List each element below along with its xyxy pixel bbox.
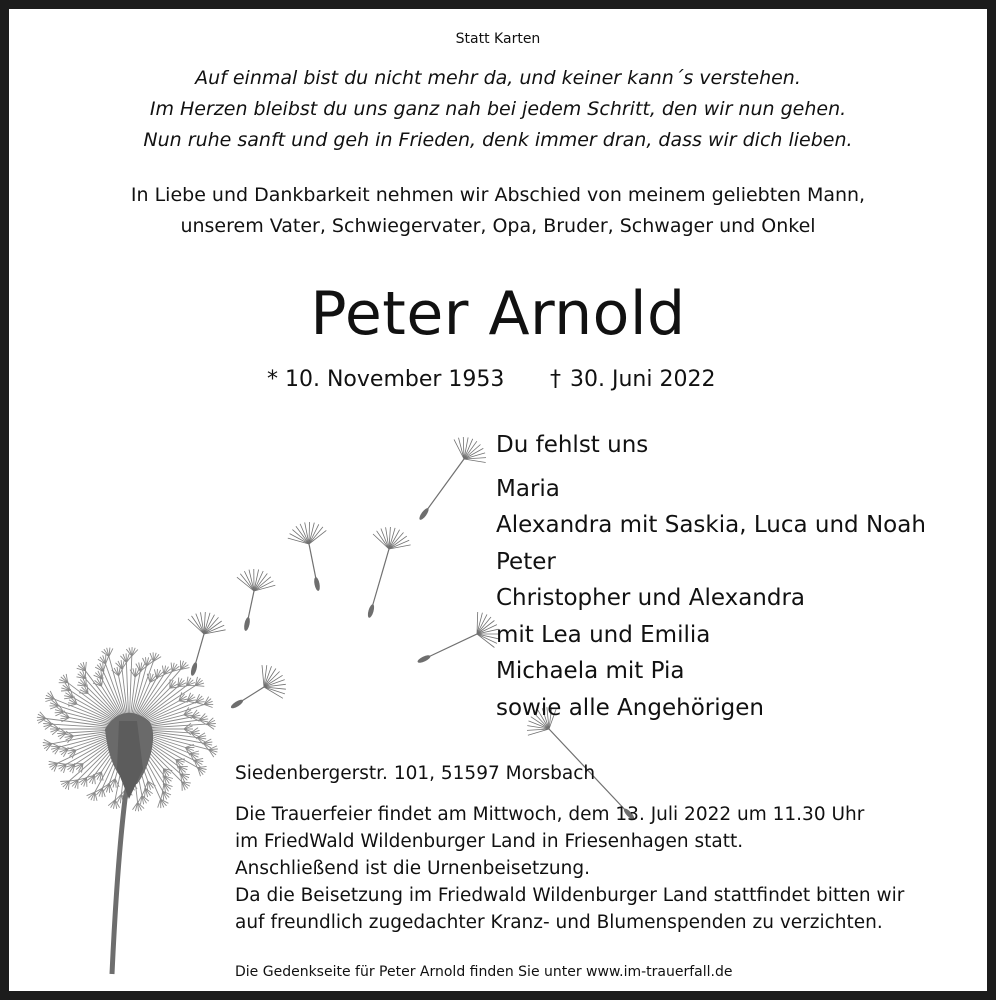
poem-line: Auf einmal bist du nicht mehr da, und keiner kann´s verstehen. <box>195 67 801 89</box>
address: Siedenbergerstr. 101, 51597 Morsbach <box>235 763 596 784</box>
intro-line: In Liebe und Dankbarkeit nehmen wir Abschied von meinem geliebten Mann, <box>130 184 866 206</box>
poem-line: Im Herzen bleibst du uns ganz nah bei jedem Schritt, den wir nun gehen. <box>149 98 847 120</box>
death-date: 30. Juni 2022 <box>570 367 716 392</box>
family-member: sowie alle Angehörigen <box>496 695 764 721</box>
family-member: Michaela mit Pia <box>496 658 685 684</box>
family-member: Maria <box>496 476 560 502</box>
header-statt-karten: Statt Karten <box>455 31 541 47</box>
memorial-page-note: Die Gedenkseite für Peter Arnold finden Sie unter www.im-trauerfall.de <box>235 964 733 980</box>
ceremony-line: im FriedWald Wildenburger Land in Friesenhagen statt. <box>235 831 744 852</box>
ceremony-line: Anschließend ist die Urnenbeisetzung. <box>235 858 590 879</box>
cross-icon: † <box>550 367 561 392</box>
family-member: Peter <box>496 549 556 575</box>
intro-line: unserem Vater, Schwiegervater, Opa, Bruder, Schwager und Onkel <box>180 215 816 237</box>
deceased-name: Peter Arnold <box>310 279 686 349</box>
family-member: Alexandra mit Saskia, Luca und Noah <box>496 512 926 538</box>
ceremony-line: Da die Beisetzung im Friedwald Wildenburger Land stattfindet bitten wir <box>235 885 905 906</box>
ceremony-line: Die Trauerfeier findet am Mittwoch, dem 13. Juli 2022 um 11.30 Uhr <box>235 804 865 825</box>
poem-line: Nun ruhe sanft und geh in Frieden, denk immer dran, dass wir dich lieben. <box>143 129 853 151</box>
family-member: Christopher und Alexandra <box>496 585 806 611</box>
ceremony-line: auf freundlich zugedachter Kranz- und Blumenspenden zu verzichten. <box>235 912 883 933</box>
family-member: mit Lea und Emilia <box>496 622 711 648</box>
family-heading: Du fehlst uns <box>496 432 649 458</box>
birth-date: * 10. November 1953 <box>267 367 505 392</box>
dandelion-flower <box>37 647 218 974</box>
